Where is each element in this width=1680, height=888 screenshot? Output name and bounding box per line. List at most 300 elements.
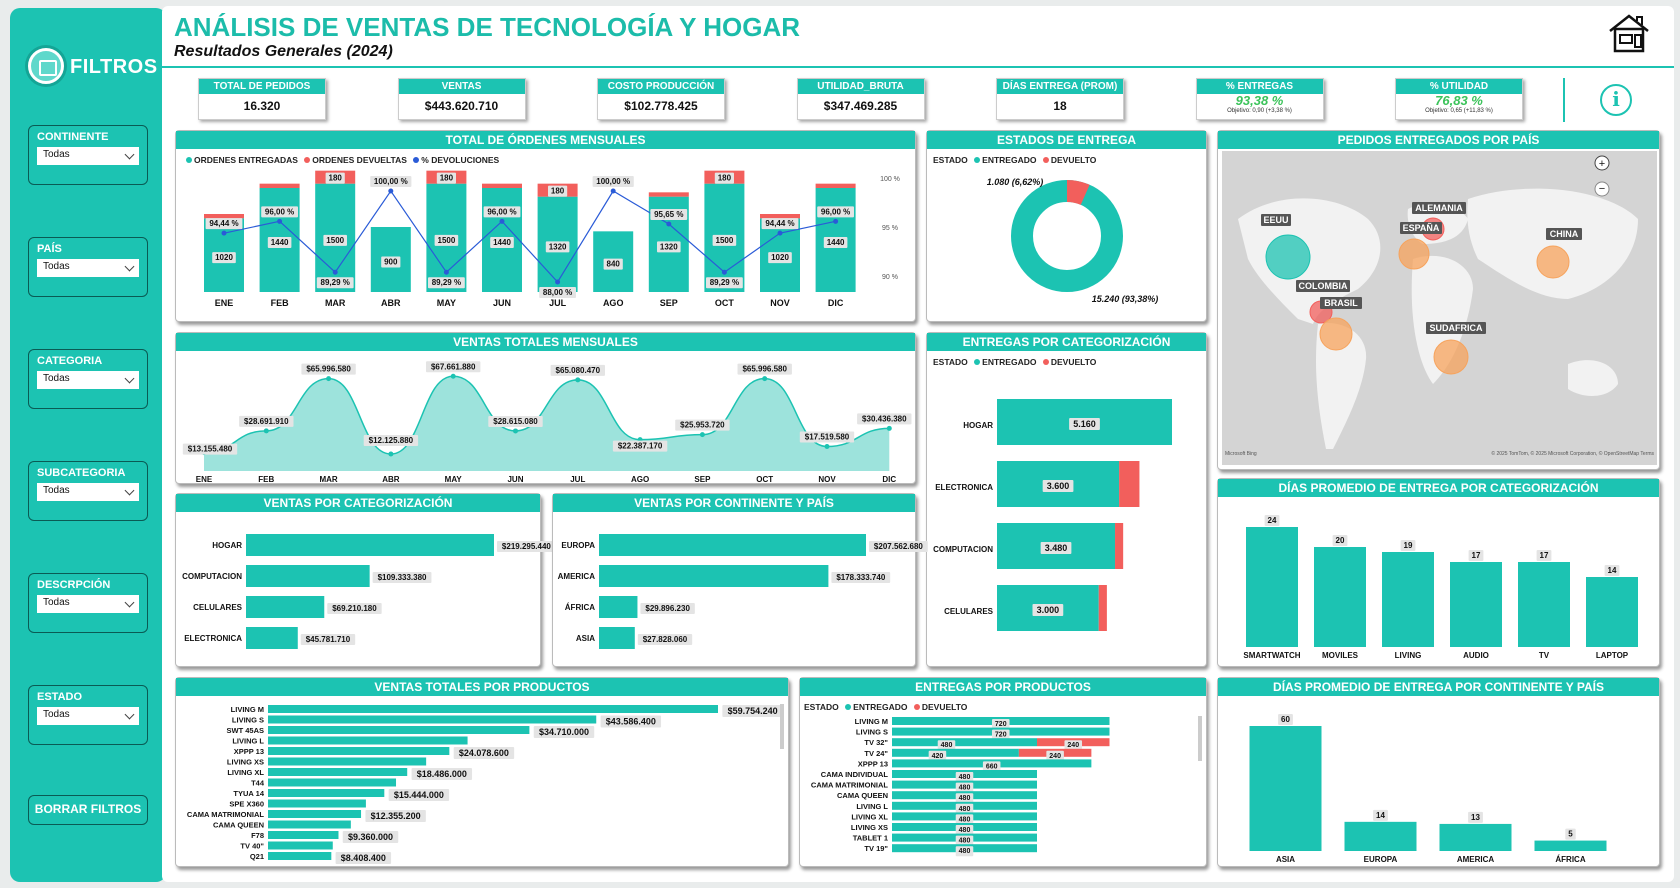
bar-ÁFRICA	[599, 596, 637, 618]
category-tick: HOGAR	[212, 541, 242, 550]
product-tick: TYUA 14	[233, 789, 264, 798]
product-tick: XPPP 13	[233, 747, 264, 756]
clear-filters-button[interactable]: BORRAR FILTROS	[28, 795, 148, 825]
pct-point	[666, 221, 671, 226]
month-tick: DIC	[882, 475, 897, 484]
bar-value-label: 5	[1568, 829, 1573, 839]
kpi-card	[398, 78, 526, 120]
bar-value-label: $9.360.000	[347, 832, 394, 842]
country-bubble	[1320, 318, 1352, 350]
sales-category-panel	[175, 493, 551, 667]
legend-returned: DEVUELTO	[1050, 357, 1097, 367]
monthly-orders-chart	[176, 149, 917, 323]
pct-point	[222, 231, 227, 236]
scrollbar	[780, 704, 784, 749]
sales-point	[451, 374, 456, 379]
sales-label: $67.661.880	[430, 362, 476, 372]
bar-SMARTWATCH	[1246, 527, 1298, 647]
product-tick: LIVING L	[232, 736, 264, 746]
delivery-states-title: ESTADOS DE ENTREGA	[927, 131, 1206, 149]
category-tick: LIVING	[1394, 651, 1422, 660]
bar-product	[268, 705, 718, 713]
product-tick: TV 40"	[240, 841, 264, 851]
filter-dropdown[interactable]: Todas	[37, 595, 139, 613]
bar-returned-DIC	[816, 184, 856, 188]
right-axis-tick: 90 %	[882, 274, 898, 281]
pct-point	[444, 270, 449, 275]
info-button[interactable]: i	[1600, 84, 1632, 116]
map-brand: Microsoft Bing	[1225, 451, 1257, 457]
kpi-target: Objetivo: 0,65 (+11,83 %)	[1425, 108, 1493, 114]
sidebar-title: FILTROS	[70, 56, 158, 78]
filter-dropdown[interactable]: Todas	[37, 259, 139, 277]
category-tick: ELECTRONICA	[935, 483, 993, 492]
delivered-label: 840	[606, 259, 620, 269]
country-label: EEUU	[1263, 215, 1289, 225]
bar-product	[268, 737, 468, 745]
bar-product	[268, 779, 396, 787]
monthly-orders-panel	[175, 130, 916, 322]
bar-value-label: $8.408.400	[340, 853, 386, 863]
product-tick: LIVING XL	[227, 768, 264, 777]
delivered-label: 1500	[715, 235, 734, 245]
delivered-label: 1320	[548, 242, 567, 252]
bar-value-label: $45.781.710	[305, 635, 351, 644]
filter-icon	[28, 48, 64, 84]
month-tick: OCT	[714, 298, 734, 308]
sales-label: $30.436.380	[862, 414, 907, 424]
deliveries-category-panel	[926, 332, 1207, 667]
kpi-value: $102.778.425	[624, 99, 698, 113]
month-tick: SEP	[659, 298, 678, 308]
legend-delivered: ENTREGADO	[982, 155, 1037, 165]
map-panel	[1217, 130, 1660, 470]
country-bubble	[1434, 340, 1468, 374]
returned-label: 180	[328, 173, 342, 183]
delivered-label: 720	[994, 721, 1007, 728]
bar-product	[268, 726, 529, 734]
kpi-card	[1395, 78, 1523, 120]
bar-returned-JUN	[482, 184, 522, 188]
delivered-label: 480	[958, 827, 971, 834]
sales-label: $12.125.880	[368, 436, 414, 446]
month-tick: OCT	[756, 475, 774, 484]
legend-title: ESTADO	[933, 155, 968, 165]
bar-product	[268, 747, 449, 755]
delivery-states-donut	[927, 149, 1208, 323]
sales-label: $28.691.910	[244, 416, 289, 426]
returned-label: 240	[1067, 742, 1080, 750]
pct-point	[277, 219, 282, 224]
sales-label: $65.996.580	[742, 364, 787, 374]
bar-product	[268, 800, 366, 808]
product-tick: TABLET 1	[852, 833, 888, 843]
returned-label: 240	[1049, 752, 1061, 760]
filter-4	[28, 573, 148, 633]
pct-label: 94,44 %	[209, 219, 239, 229]
pct-point	[500, 219, 505, 224]
bar-value-label: 17	[1539, 551, 1549, 560]
product-tick: F78	[251, 831, 264, 840]
sales-point	[825, 444, 830, 449]
delivered-label: 480	[940, 742, 953, 750]
bar-value-label: $27.828.060	[642, 635, 688, 644]
bar-value-label: 20	[1335, 536, 1345, 545]
category-tick: MOVILES	[1321, 651, 1359, 660]
country-bubble	[1266, 235, 1310, 279]
sales-product-title: VENTAS TOTALES POR PRODUCTOS	[176, 678, 788, 696]
kpi-label: COSTO PRODUCCIÓN	[598, 79, 724, 94]
deliveries-product-title: ENTREGAS POR PRODUCTOS	[800, 678, 1206, 696]
sales-category-chart	[176, 512, 551, 668]
bar-value-label: $34.710.000	[538, 727, 590, 737]
kpi-target: Objetivo: 0,90 (+3,38 %)	[1227, 108, 1292, 114]
product-tick: TV 32"	[864, 738, 888, 748]
bar-value-label: 14	[1607, 566, 1617, 575]
legend-delivered: ENTREGADO	[982, 357, 1037, 367]
donut-delivered	[1022, 191, 1112, 281]
category-tick: ÁFRICA	[564, 603, 595, 612]
monthly-sales-title: VENTAS TOTALES MENSUALES	[176, 333, 915, 351]
month-tick: AGO	[602, 298, 624, 308]
bar-product	[268, 758, 426, 766]
bar-product	[268, 831, 338, 839]
month-tick: ENE	[195, 475, 213, 484]
bar-value-label: $59.754.240	[727, 706, 778, 716]
bar-ELECTRONICA	[246, 627, 298, 649]
bar-LIVING	[1382, 552, 1434, 647]
sales-label: $22.387.170	[617, 441, 663, 451]
smart-home-icon	[1607, 13, 1651, 53]
legend-title: ESTADO	[933, 357, 968, 367]
page-title: ANÁLISIS DE VENTAS DE TECNOLOGÍA Y HOGAR	[174, 12, 800, 42]
pct-point	[388, 189, 393, 194]
sales-point	[388, 452, 393, 457]
sales-label: $13.155.480	[187, 444, 233, 454]
legend-returned: DEVUELTO	[1050, 155, 1097, 165]
category-tick: ELECTRONICA	[184, 634, 242, 643]
delivered-label: 1500	[437, 235, 456, 245]
bar-ASIA	[1250, 726, 1322, 851]
days-category-panel	[1217, 478, 1660, 667]
bar-returned-FEB	[260, 184, 300, 188]
month-tick: FEB	[270, 298, 289, 308]
delivered-label: 720	[994, 731, 1007, 739]
world-map[interactable]	[1218, 149, 1661, 471]
filter-dropdown[interactable]: Todas	[37, 483, 139, 501]
delivered-label: 1440	[826, 238, 845, 247]
kpi-label: DÍAS ENTREGA (PROM)	[997, 79, 1123, 94]
bar-product	[268, 716, 596, 724]
days-category-chart	[1218, 497, 1661, 668]
kpi-label: VENTAS	[399, 79, 525, 94]
month-tick: DIC	[827, 298, 844, 308]
bar-AMERICA	[599, 565, 828, 587]
pct-label: 88,00 %	[542, 288, 573, 297]
legend-returned: DEVUELTO	[921, 702, 968, 712]
pct-label: 95,65 %	[654, 209, 684, 219]
filter-2	[28, 349, 148, 409]
country-bubble	[1399, 239, 1429, 269]
pct-label: 96,00 %	[264, 207, 295, 217]
bar-ASIA	[599, 627, 635, 649]
delivered-label: 480	[958, 795, 971, 803]
bar-value-label: 3.480	[1044, 543, 1068, 553]
kpi-label: % UTILIDAD	[1396, 79, 1522, 94]
category-tick: CELULARES	[193, 603, 242, 612]
sales-product-panel	[175, 677, 789, 867]
bar-value-label: 5.160	[1073, 419, 1096, 429]
deliveries-product-panel	[799, 677, 1207, 867]
scrollbar	[1198, 716, 1202, 761]
legend-title: ESTADO	[804, 702, 839, 712]
bar-value-label: 14	[1376, 810, 1385, 820]
filter-dropdown[interactable]: Todas	[37, 147, 139, 165]
donut-returned-label: 1.080 (6,62%)	[986, 177, 1044, 187]
month-tick: SEP	[694, 475, 711, 484]
kpi-card	[1196, 78, 1324, 120]
pct-label: 96,00 %	[820, 207, 851, 217]
category-tick: EUROPA	[561, 541, 595, 550]
month-tick: ABR	[381, 298, 401, 308]
sales-continent-panel	[552, 493, 923, 667]
product-tick: LIVING S	[231, 715, 264, 725]
product-tick: CAMA QUEEN	[837, 791, 888, 801]
pct-point	[611, 189, 616, 194]
bar-value-label: 3.600	[1046, 481, 1070, 491]
kpi-card	[597, 78, 725, 120]
month-tick: MAY	[436, 298, 456, 308]
deliveries-category-title: ENTREGAS POR CATEGORIZACIÓN	[927, 333, 1206, 351]
bar-ÁFRICA	[1535, 841, 1607, 851]
category-tick: AMERICA	[1456, 855, 1495, 864]
pct-label: 89,29 %	[709, 278, 740, 288]
right-axis-tick: 100 %	[880, 176, 900, 183]
bar-product	[268, 810, 361, 818]
filters-sidebar	[10, 8, 166, 882]
pct-point	[833, 219, 838, 224]
month-tick: MAR	[324, 298, 346, 308]
product-tick: SPE X360	[229, 799, 264, 809]
country-label: ESPAÑA	[1402, 223, 1440, 233]
page-subtitle: Resultados Generales (2024)	[174, 43, 393, 60]
returned-label: 180	[550, 186, 565, 196]
bar-value-label: 60	[1281, 715, 1290, 724]
days-category-title: DÍAS PROMEDIO DE ENTREGA POR CATEGORIZACIÓN	[1218, 479, 1659, 497]
bar-COMPUTACION	[246, 565, 370, 587]
filter-dropdown[interactable]: Todas	[37, 371, 139, 389]
legend-pct: % DEVOLUCIONES	[421, 155, 500, 165]
category-tick: EUROPA	[1363, 855, 1398, 864]
month-tick: JUN	[492, 298, 512, 308]
bar-value-label: $109.333.380	[377, 573, 427, 582]
kpi-value: 76,83 %	[1435, 93, 1483, 108]
delivered-label: 420	[931, 752, 944, 760]
month-tick: JUL	[570, 475, 586, 484]
legend-returned: ORDENES DEVUELTAS	[312, 155, 407, 165]
category-tick: COMPUTACION	[182, 572, 242, 581]
category-tick: LAPTOP	[1595, 651, 1629, 660]
category-tick: COMPUTACION	[933, 545, 993, 554]
kpi-value: 18	[1053, 99, 1067, 113]
month-tick: FEB	[258, 475, 275, 484]
month-tick: JUL	[549, 298, 567, 308]
delivered-label: 660	[985, 763, 998, 771]
category-tick: ÁFRICA	[1555, 855, 1586, 864]
bar-value-label: $12.355.200	[370, 811, 421, 821]
bar-HOGAR	[246, 534, 494, 556]
sales-point	[513, 428, 518, 433]
country-bubble	[1537, 246, 1569, 278]
product-tick: CAMA MATRIMONIAL	[186, 810, 264, 819]
kpi-value: 16.320	[243, 99, 281, 113]
category-tick: ASIA	[575, 634, 595, 643]
month-tick: ENE	[214, 298, 234, 308]
bar-returned-SEP	[649, 192, 689, 196]
category-tick: AMERICA	[557, 572, 595, 581]
bar-value-label: $219.295.440	[501, 542, 551, 551]
bar-value-label: 17	[1471, 551, 1481, 560]
bar-product	[268, 768, 407, 776]
deliveries-category-chart	[927, 351, 1208, 668]
sales-point	[887, 426, 892, 431]
filter-1	[28, 237, 148, 297]
pct-point	[333, 270, 338, 275]
sales-point	[575, 377, 580, 382]
zoom-in-icon: +	[1598, 158, 1606, 170]
delivered-label: 1320	[659, 242, 678, 252]
delivered-label: 900	[384, 257, 398, 267]
bar-product	[268, 842, 333, 850]
sales-label: $25.953.720	[680, 420, 725, 430]
zoom-out-icon: −	[1598, 183, 1606, 195]
bar-EUROPA	[599, 534, 866, 556]
filter-dropdown[interactable]: Todas	[37, 707, 139, 725]
country-label: COLOMBIA	[1298, 281, 1348, 291]
pct-label: 89,29 %	[431, 278, 462, 288]
bar-AMERICA	[1440, 824, 1512, 851]
country-label: CHINA	[1549, 229, 1579, 239]
product-tick: LIVING L	[856, 801, 888, 811]
returned-label: 180	[717, 173, 732, 183]
deliveries-product-chart	[800, 696, 1208, 868]
legend-delivered: ENTREGADO	[853, 702, 908, 712]
map-title: PEDIDOS ENTREGADOS POR PAÍS	[1218, 131, 1659, 149]
product-tick: CAMA INDIVIDUAL	[820, 770, 888, 779]
pct-label: 100,00 %	[596, 177, 631, 186]
kpi-value: 93,38 %	[1235, 93, 1284, 108]
returned-label: 180	[439, 173, 454, 183]
delivered-label: 1440	[493, 238, 511, 247]
product-tick: TV 19"	[864, 844, 888, 854]
bar-returned-ENE	[204, 214, 244, 218]
bar-TV	[1518, 562, 1570, 647]
bar-CELULARES	[246, 596, 324, 618]
kpi-card	[797, 78, 925, 120]
delivered-label: 1020	[215, 253, 233, 263]
filter-label: CONTINENTE	[37, 131, 109, 143]
category-tick: AUDIO	[1463, 651, 1489, 660]
month-tick: MAR	[319, 475, 338, 484]
sales-point	[326, 376, 331, 381]
kpi-card	[198, 78, 326, 120]
month-tick: MAY	[444, 475, 462, 484]
pct-point	[555, 280, 560, 285]
delivered-label: 480	[958, 784, 971, 792]
country-label: SUDAFRICA	[1429, 323, 1483, 333]
filter-5	[28, 685, 148, 745]
bar-value-label: $43.586.400	[605, 716, 656, 727]
monthly-sales-panel	[175, 332, 916, 484]
bar-value-label: $178.333.740	[836, 573, 886, 582]
category-tick: ASIA	[1275, 855, 1296, 864]
header-divider	[162, 66, 1674, 68]
bar-returned-CELULARES	[1099, 585, 1107, 631]
sales-label: $65.080.470	[555, 365, 601, 375]
bar-value-label: $15.444.000	[393, 790, 444, 800]
category-tick: CELULARES	[944, 607, 993, 616]
country-label: ALEMANIA	[1415, 203, 1463, 213]
bar-value-label: $18.486.000	[416, 769, 467, 779]
donut-delivered-label: 15.240 (93,38%)	[1091, 294, 1159, 304]
bar-value-label: $29.896.230	[645, 604, 690, 613]
pct-point	[778, 231, 783, 236]
kpi-value: $443.620.710	[424, 99, 499, 113]
delivered-label: 480	[958, 774, 971, 781]
map-attribution: © 2025 TomTom, © 2025 Microsoft Corporation, © OpenStreetMap Terms	[1491, 451, 1654, 457]
sales-label: $65.996.580	[306, 364, 351, 374]
legend-delivered: ORDENES ENTREGADAS	[194, 155, 298, 165]
bar-value-label: 24	[1267, 516, 1277, 525]
bar-product	[268, 789, 384, 797]
sales-product-chart	[176, 696, 790, 868]
country-label: BRASIL	[1324, 298, 1358, 308]
kpi-card	[996, 78, 1124, 120]
kpi-divider	[1563, 78, 1565, 122]
bar-delivered	[892, 749, 1019, 757]
month-tick: ABR	[382, 475, 400, 484]
product-tick: LIVING XS	[850, 823, 888, 832]
sales-label: $17.519.580	[804, 432, 850, 442]
category-tick: HOGAR	[963, 421, 993, 430]
bar-product	[268, 852, 331, 860]
product-tick: Q21	[249, 852, 264, 861]
right-axis-tick: 95 %	[882, 225, 898, 232]
kpi-value: $347.469.285	[823, 99, 898, 113]
filter-label: PAÍS	[37, 243, 62, 255]
sales-label: $28.615.080	[493, 416, 538, 426]
sales-category-title: VENTAS POR CATEGORIZACIÓN	[176, 494, 540, 512]
delivery-states-panel	[926, 130, 1207, 322]
delivered-label: 1020	[771, 253, 789, 263]
product-tick: LIVING XL	[851, 812, 888, 822]
pct-label: 96,00 %	[487, 207, 517, 217]
pct-label: 89,29 %	[320, 278, 350, 288]
product-tick: LIVING XS	[226, 757, 264, 767]
product-tick: T44	[251, 778, 264, 788]
delivered-label: 480	[958, 805, 971, 813]
sales-continent-chart	[553, 512, 923, 668]
bar-value-label: 3.000	[1036, 605, 1060, 615]
bar-returned-COMPUTACION	[1115, 523, 1123, 569]
bar-product	[268, 821, 351, 829]
bar-value-label: $24.078.600	[458, 748, 509, 758]
bar-MOVILES	[1314, 547, 1366, 647]
month-tick: JUN	[507, 475, 524, 484]
kpi-label: % ENTREGAS	[1197, 79, 1323, 94]
days-continent-panel	[1217, 677, 1660, 867]
filter-label: DESCRPCIÓN	[37, 579, 111, 591]
